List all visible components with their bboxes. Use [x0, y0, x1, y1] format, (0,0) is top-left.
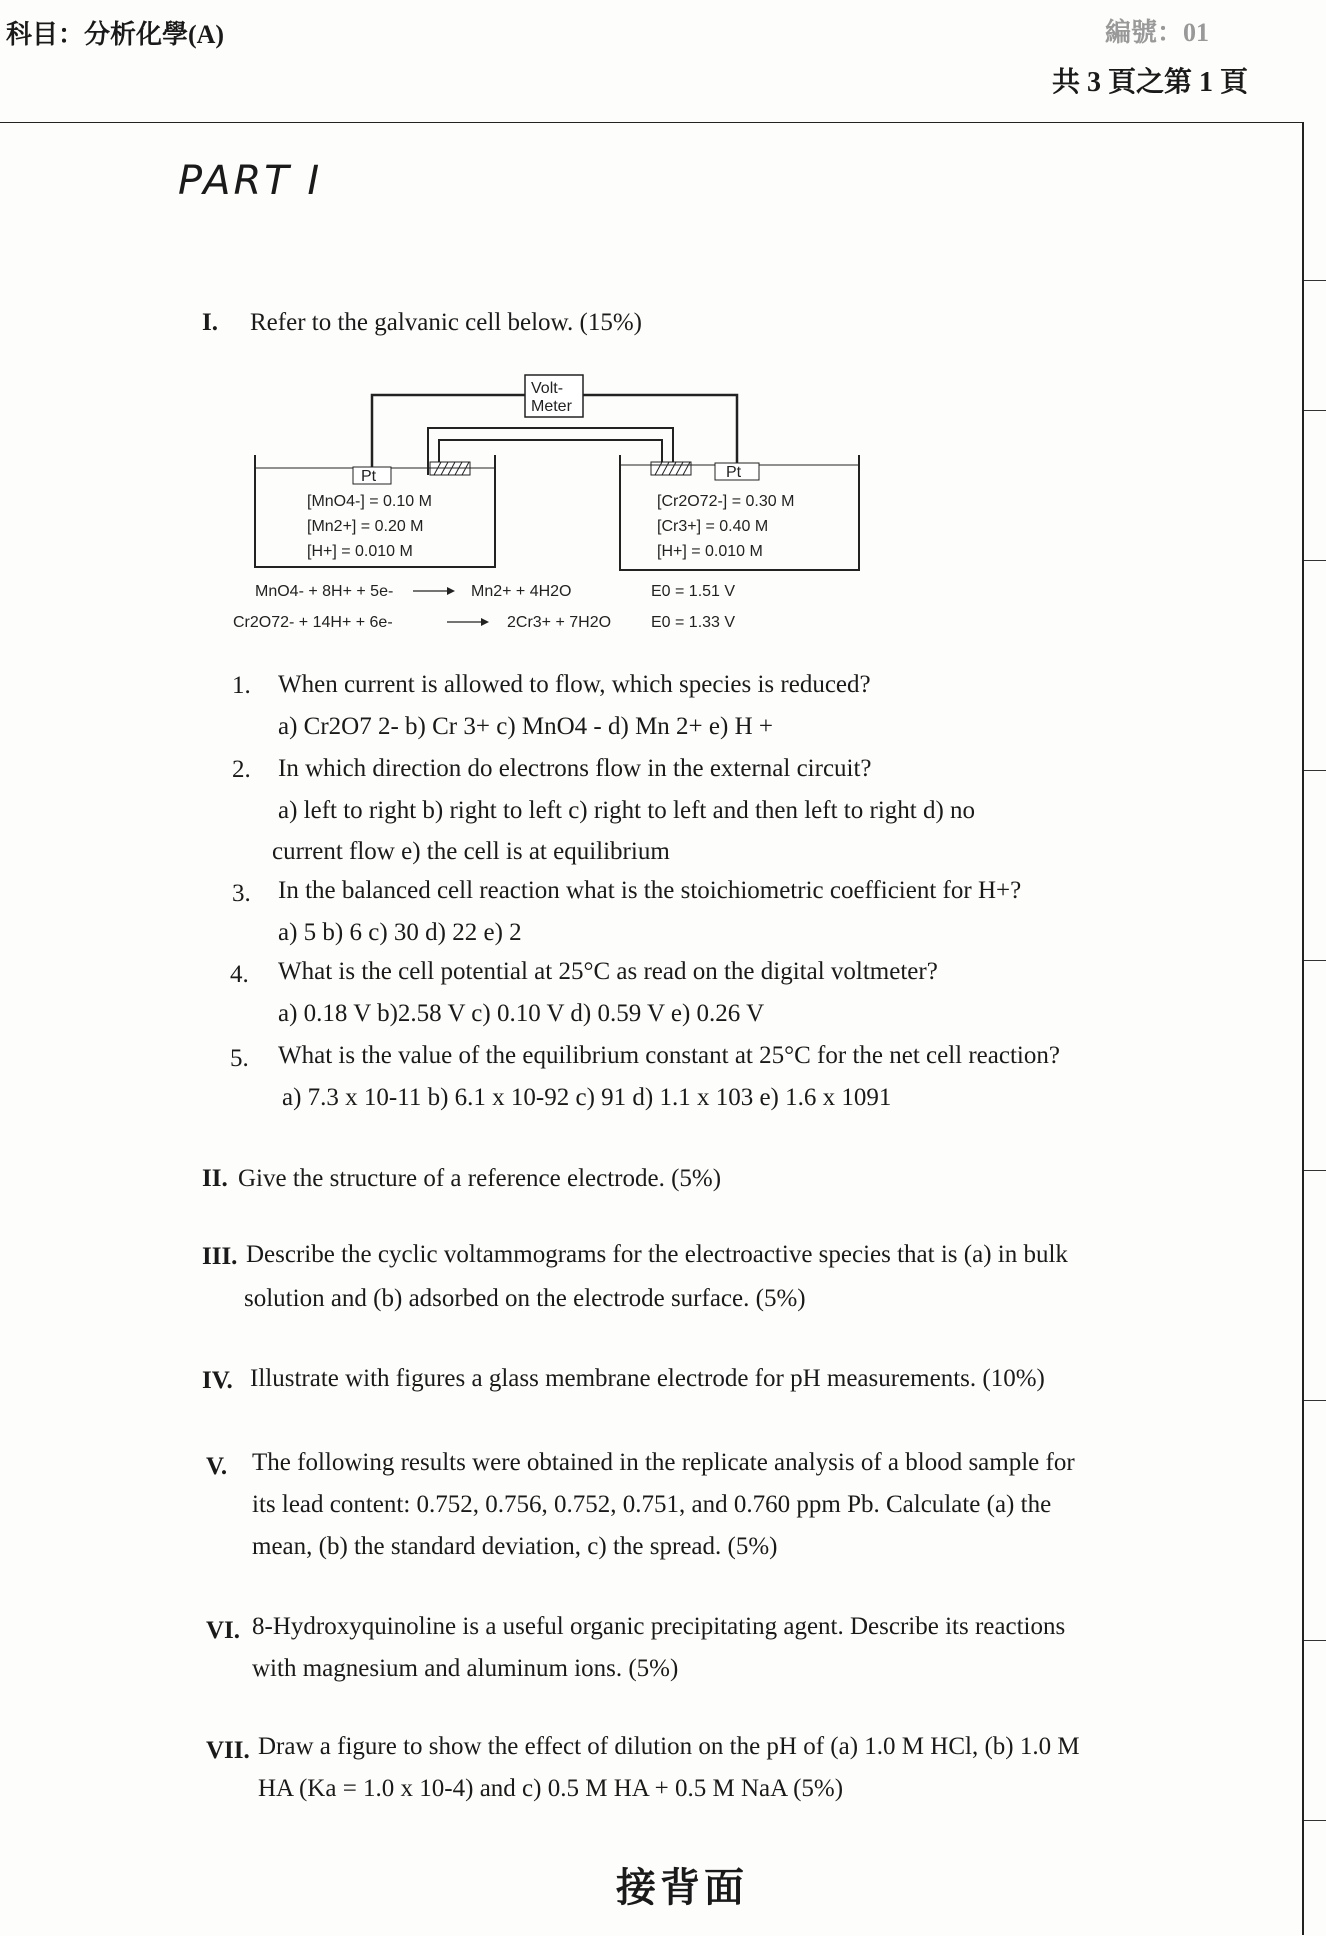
left-pt-label: Pt — [361, 468, 377, 485]
right-pt-label: Pt — [726, 464, 742, 481]
q4-text: Illustrate with figures a glass membrane electrode for pH measurements. (10%) — [250, 1365, 1045, 1392]
page-info: 共 3 頁之第 1 頁 — [1052, 67, 1249, 98]
q1-item-options: a) left to right b) right to left c) right to left and then left to right d) no — [278, 797, 976, 824]
reaction2-right: 2Cr3+ + 7H2O — [507, 614, 612, 631]
voltmeter-label-2: Meter — [531, 398, 572, 415]
reaction1-potential: E0 = 1.51 V — [651, 583, 736, 600]
q1-item-options: a) 0.18 V b)2.58 V c) 0.10 V d) 0.59 V e) 0.26 V — [278, 1000, 765, 1027]
q6-line: with magnesium and aluminum ions. (5%) — [252, 1655, 679, 1682]
part-title: PART I — [178, 158, 323, 204]
margin-tick — [1304, 1820, 1326, 1821]
margin-tick — [1304, 1170, 1326, 1171]
right-conc-3: [H+] = 0.010 M — [657, 543, 763, 560]
subject-header: 科目：分析化學(A) — [6, 20, 225, 49]
q1-item-question: What is the value of the equilibrium constant at 25°C for the net cell reaction? — [278, 1042, 1060, 1069]
q3-label: III. — [202, 1243, 238, 1270]
margin-tick — [1304, 280, 1326, 281]
right-conc-1: [Cr2O72-] = 0.30 M — [657, 493, 795, 510]
margin-tick — [1304, 1400, 1326, 1401]
q3-line: Describe the cyclic voltammograms for the electroactive species that is (a) in bulk — [246, 1241, 1068, 1268]
q1-item-options: a) 7.3 x 10-11 b) 6.1 x 10-92 c) 91 d) 1.1 x 103 e) 1.6 x 1091 — [282, 1084, 892, 1111]
salt-bridge-inner — [439, 440, 662, 475]
reaction1-left: MnO4- + 8H+ + 5e- — [255, 583, 394, 600]
q1-item-question: In the balanced cell reaction what is the stoichiometric coefficient for H+? — [278, 877, 1022, 904]
voltmeter-label-1: Volt- — [531, 380, 564, 397]
left-wire — [372, 395, 525, 467]
reaction2-potential: E0 = 1.33 V — [651, 614, 736, 631]
q3-line: solution and (b) adsorbed on the electrode surface. (5%) — [244, 1285, 806, 1312]
q1-item-options: a) Cr2O7 2- b) Cr 3+ c) MnO4 - d) Mn 2+ e) H + — [278, 713, 773, 740]
q5-label: V. — [206, 1453, 228, 1480]
continue-overleaf: 接背面 — [616, 1865, 748, 1910]
margin-tick — [1304, 410, 1326, 411]
margin-tick — [1304, 1640, 1326, 1641]
q1-item-number: 3. — [232, 880, 251, 907]
exam-code: 編號：01 — [1105, 18, 1210, 47]
q1-item-number: 4. — [230, 961, 249, 988]
reaction1-right: Mn2+ + 4H2O — [471, 583, 572, 600]
left-conc-2: [Mn2+] = 0.20 M — [307, 518, 424, 535]
q2-text: Give the structure of a reference electrode. (5%) — [238, 1165, 722, 1192]
q1-item-options-cont: current flow e) the cell is at equilibrium — [272, 838, 670, 865]
q5-line: mean, (b) the standard deviation, c) the spread. (5%) — [252, 1533, 778, 1560]
reaction2-left: Cr2O72- + 14H+ + 6e- — [233, 614, 393, 631]
left-conc-3: [H+] = 0.010 M — [307, 543, 413, 560]
q1-item-question: What is the cell potential at 25°C as read on the digital voltmeter? — [278, 958, 938, 985]
q7-line: HA (Ka = 1.0 x 10-4) and c) 0.5 M HA + 0.5 M NaA (5%) — [258, 1775, 844, 1802]
left-conc-1: [MnO4-] = 0.10 M — [307, 493, 432, 510]
q1-text: Refer to the galvanic cell below. (15%) — [250, 309, 642, 336]
q1-label: I. — [202, 309, 218, 336]
q5-line: The following results were obtained in the replicate analysis of a blood sample for — [252, 1449, 1075, 1476]
q5-line: its lead content: 0.752, 0.756, 0.752, 0.751, and 0.760 ppm Pb. Calculate (a) the — [252, 1491, 1052, 1518]
right-frit — [651, 462, 691, 475]
q6-line: 8-Hydroxyquinoline is a useful organic precipitating agent. Describe its reactions — [252, 1613, 1066, 1640]
margin-tick — [1304, 770, 1326, 771]
q1-item-options: a) 5 b) 6 c) 30 d) 22 e) 2 — [278, 919, 522, 946]
q1-item-question: When current is allowed to flow, which species is reduced? — [278, 671, 871, 698]
margin-tick — [1304, 960, 1326, 961]
q6-label: VI. — [206, 1617, 241, 1644]
q4-label: IV. — [202, 1367, 233, 1394]
q1-item-question: In which direction do electrons flow in the external circuit? — [278, 755, 872, 782]
q1-item-number: 2. — [232, 756, 251, 783]
right-wire — [583, 395, 737, 467]
q1-item-number: 5. — [230, 1045, 249, 1072]
q2-label: II. — [202, 1165, 228, 1192]
galvanic-cell-diagram — [225, 365, 875, 640]
q7-label: VII. — [206, 1737, 250, 1764]
q7-line: Draw a figure to show the effect of dilution on the pH of (a) 1.0 M HCl, (b) 1.0 M — [258, 1733, 1080, 1760]
right-conc-2: [Cr3+] = 0.40 M — [657, 518, 769, 535]
q1-item-number: 1. — [232, 672, 251, 699]
margin-tick — [1304, 560, 1326, 561]
